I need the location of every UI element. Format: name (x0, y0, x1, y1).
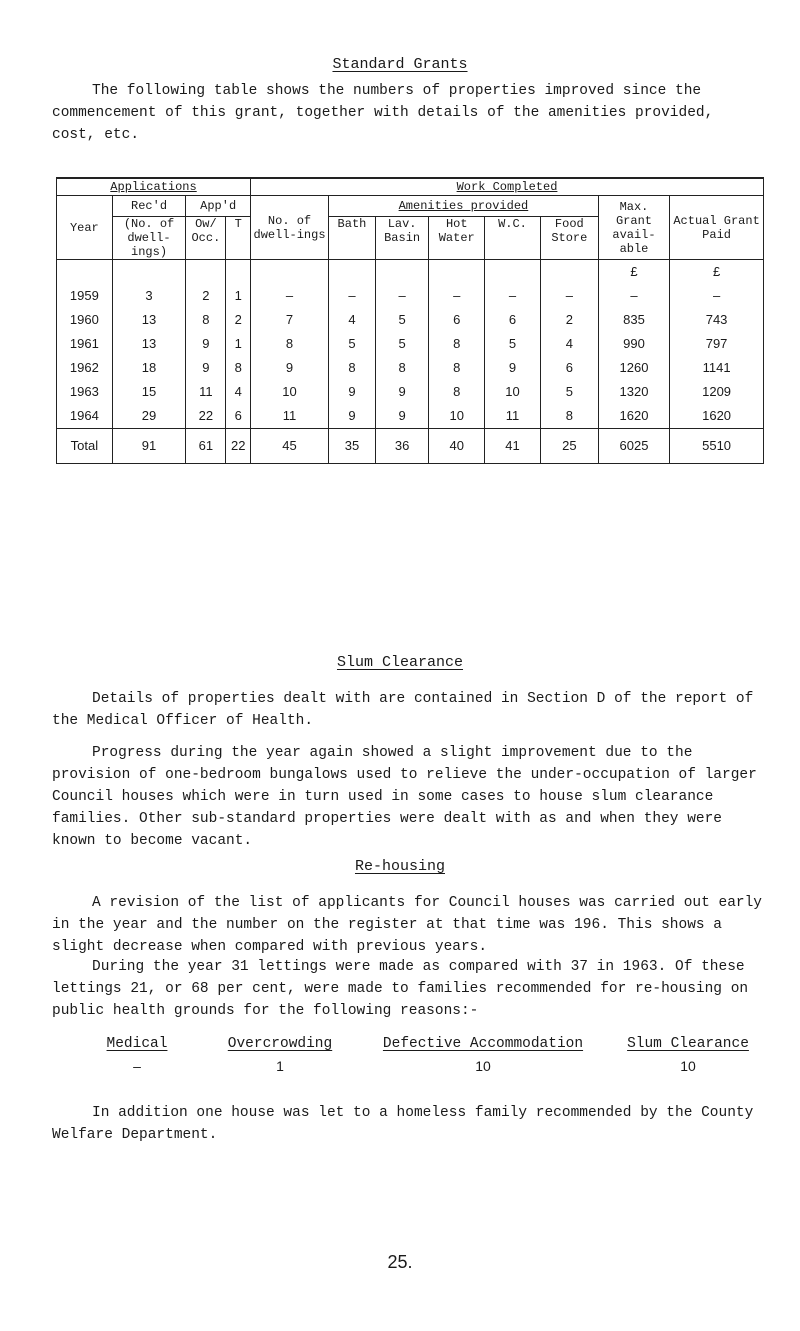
received-cell: 3 (112, 284, 186, 308)
total-label: Total (57, 429, 113, 464)
total-t: 22 (226, 429, 251, 464)
rehousing-paragraph-3: In addition one house was let to a homeless family recommended by the County Welfare Department. (52, 1105, 754, 1143)
rehousing-paragraph-1: A revision of the list of applicants for Council houses was carried out early in the year and the number on the register at that time was 196. This shows a slight decrease when compared with previous years. (52, 895, 763, 955)
lav-basin-cell: 9 (375, 404, 429, 429)
ow-occ-cell: 11 (186, 380, 226, 404)
t-cell: 1 (226, 284, 251, 308)
section-title-slum-clearance: Slum Clearance (336, 654, 464, 671)
food-store-cell: 6 (540, 356, 598, 380)
rehousing-paragraph-2: During the year 31 lettings were made as compared with 37 in 1963. Of these lettings 21, or 68 per cent, were made to families recommended for re-housing on public health grounds for the following reasons:- (52, 959, 749, 1019)
unit-cell (57, 260, 113, 285)
total-ow-occ: 61 (186, 429, 226, 464)
t-cell: 4 (226, 380, 251, 404)
total-wc: 41 (485, 429, 541, 464)
total-row (57, 429, 764, 464)
max-grant-cell: 990 (598, 332, 669, 356)
currency-symbol: £ (670, 260, 764, 285)
dwellings-cell: 8 (251, 332, 329, 356)
reason-medical (82, 1036, 192, 1074)
lav-basin-cell: 5 (375, 308, 429, 332)
received-cell: 29 (112, 404, 186, 429)
bath-cell: – (329, 284, 376, 308)
wc-col-header: W.C. (485, 217, 541, 260)
reason-label: Slum Clearance (627, 1036, 749, 1052)
slum-clearance-paragraph-1: Details of properties dealt with are contained in Section D of the report of the Medical Officer of Health. (52, 691, 754, 729)
approved-col-header: App'd (186, 196, 251, 217)
ow-occ-cell: 2 (186, 284, 226, 308)
actual-grant-cell: 1209 (670, 380, 764, 404)
hot-water-cell: 8 (429, 356, 485, 380)
lav-basin-cell: 9 (375, 380, 429, 404)
work-completed-header: Work Completed (251, 178, 764, 196)
actual-grant-cell: – (670, 284, 764, 308)
dwellings-cell: 11 (251, 404, 329, 429)
t-col-header: T (226, 217, 251, 260)
actual-grant-cell: 1620 (670, 404, 764, 429)
lav-basin-cell: – (375, 284, 429, 308)
total-lav-basin: 36 (375, 429, 429, 464)
received-cell: 13 (112, 308, 186, 332)
amenities-header: Amenities provided (329, 196, 599, 217)
hot-water-cell: 6 (429, 308, 485, 332)
reason-label: Overcrowding (227, 1036, 333, 1052)
wc-cell: 11 (485, 404, 541, 429)
actual-grant-cell: 797 (670, 332, 764, 356)
max-grant-cell: – (598, 284, 669, 308)
unit-cell (375, 260, 429, 285)
reason-value: 10 (475, 1058, 491, 1074)
wc-cell: 5 (485, 332, 541, 356)
wc-cell: 9 (485, 356, 541, 380)
actual-grant-col-header: Actual Grant Paid (670, 196, 764, 260)
year-cell: 1964 (57, 404, 113, 429)
total-max-grant: 6025 (598, 429, 669, 464)
hot-water-cell: 10 (429, 404, 485, 429)
total-received: 91 (112, 429, 186, 464)
total-hot-water: 40 (429, 429, 485, 464)
reason-value: 1 (276, 1058, 284, 1074)
reason-value: – (133, 1058, 141, 1074)
max-grant-cell: 835 (598, 308, 669, 332)
reason-label: Medical (106, 1036, 168, 1052)
max-grant-col-header: Max. Grant avail-able (598, 196, 669, 260)
actual-grant-cell: 743 (670, 308, 764, 332)
received-cell: 18 (112, 356, 186, 380)
table-row (57, 284, 764, 308)
year-cell: 1961 (57, 332, 113, 356)
dwellings-col-header: No. of dwell-ings (251, 196, 329, 260)
food-store-col-header: Food Store (540, 217, 598, 260)
table-row (57, 404, 764, 429)
year-cell: 1959 (57, 284, 113, 308)
received-col-header: Rec'd (112, 196, 186, 217)
reason-label: Defective Accommodation (382, 1036, 584, 1052)
dwellings-cell: 10 (251, 380, 329, 404)
lav-basin-cell: 5 (375, 332, 429, 356)
applications-header: Applications (57, 178, 251, 196)
total-bath: 35 (329, 429, 376, 464)
dwellings-cell: 9 (251, 356, 329, 380)
wc-cell: – (485, 284, 541, 308)
wc-cell: 10 (485, 380, 541, 404)
t-cell: 8 (226, 356, 251, 380)
lav-basin-col-header: Lav. Basin (375, 217, 429, 260)
ow-occ-cell: 9 (186, 356, 226, 380)
year-cell: 1960 (57, 308, 113, 332)
wc-cell: 6 (485, 308, 541, 332)
t-cell: 1 (226, 332, 251, 356)
table-row (57, 332, 764, 356)
year-cell: 1962 (57, 356, 113, 380)
unit-cell (186, 260, 226, 285)
bath-cell: 5 (329, 332, 376, 356)
table-row (57, 308, 764, 332)
table-row (57, 356, 764, 380)
lav-basin-cell: 8 (375, 356, 429, 380)
unit-cell (485, 260, 541, 285)
intro-paragraph: The following table shows the numbers of properties improved since the commencement of this grant, together with details of the amenities provided, cost, etc. (52, 83, 714, 143)
unit-cell (112, 260, 186, 285)
food-store-cell: 8 (540, 404, 598, 429)
bath-cell: 9 (329, 404, 376, 429)
slum-clearance-paragraph-2: Progress during the year again showed a slight improvement due to the provision of one-bedroom bungalows used to relieve the under-occupation of larger Council houses which were in turn used in some cases to house slum clearance families. Other sub-standard properties were dealt with as and when they were known to become vacant. (52, 745, 757, 849)
bath-cell: 8 (329, 356, 376, 380)
received-sub-header: (No. of dwell-ings) (112, 217, 186, 260)
actual-grant-cell: 1141 (670, 356, 764, 380)
ow-occ-cell: 8 (186, 308, 226, 332)
received-cell: 13 (112, 332, 186, 356)
hot-water-cell: – (429, 284, 485, 308)
section-title-standard-grants: Standard Grants (332, 56, 468, 73)
reason-value: 10 (680, 1058, 696, 1074)
max-grant-cell: 1620 (598, 404, 669, 429)
currency-symbol: £ (598, 260, 669, 285)
hot-water-col-header: Hot Water (429, 217, 485, 260)
unit-cell (429, 260, 485, 285)
reason-defective-accommodation (368, 1036, 598, 1074)
bath-cell: 4 (329, 308, 376, 332)
hot-water-cell: 8 (429, 380, 485, 404)
year-col-header: Year (57, 196, 113, 260)
reason-slum-clearance (608, 1036, 768, 1074)
received-cell: 15 (112, 380, 186, 404)
max-grant-cell: 1320 (598, 380, 669, 404)
bath-cell: 9 (329, 380, 376, 404)
unit-cell (251, 260, 329, 285)
t-cell: 6 (226, 404, 251, 429)
food-store-cell: 4 (540, 332, 598, 356)
reason-overcrowding (210, 1036, 350, 1074)
dwellings-cell: – (251, 284, 329, 308)
section-title-rehousing: Re-housing (354, 858, 445, 875)
total-food-store: 25 (540, 429, 598, 464)
page-number: 25. (387, 1252, 413, 1272)
total-actual-grant: 5510 (670, 429, 764, 464)
total-dwellings: 45 (251, 429, 329, 464)
hot-water-cell: 8 (429, 332, 485, 356)
table-row (57, 380, 764, 404)
ow-occ-cell: 22 (186, 404, 226, 429)
food-store-cell: – (540, 284, 598, 308)
unit-cell (226, 260, 251, 285)
bath-col-header: Bath (329, 217, 376, 260)
dwellings-cell: 7 (251, 308, 329, 332)
food-store-cell: 5 (540, 380, 598, 404)
year-cell: 1963 (57, 380, 113, 404)
unit-cell (540, 260, 598, 285)
ow-occ-cell: 9 (186, 332, 226, 356)
t-cell: 2 (226, 308, 251, 332)
food-store-cell: 2 (540, 308, 598, 332)
grants-table (56, 177, 764, 464)
ow-occ-col-header: Ow/ Occ. (186, 217, 226, 260)
unit-cell (329, 260, 376, 285)
max-grant-cell: 1260 (598, 356, 669, 380)
